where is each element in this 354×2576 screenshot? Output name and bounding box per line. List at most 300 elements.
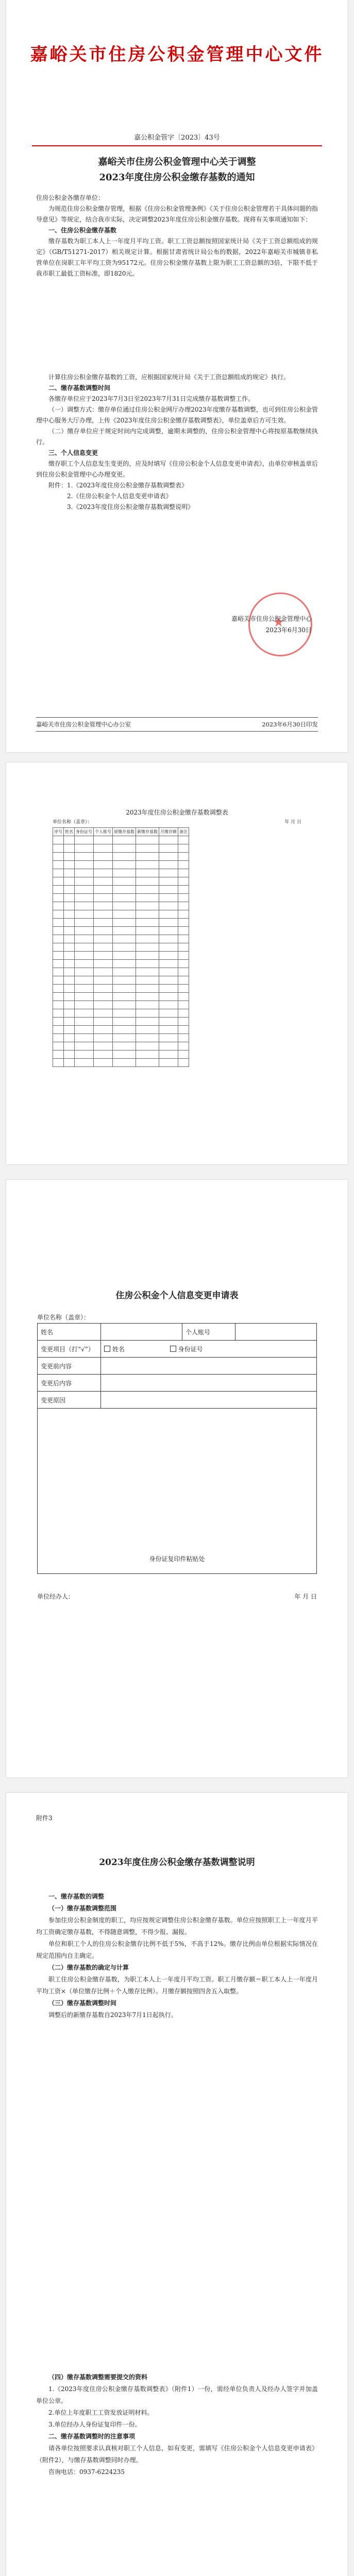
sheet-cell[interactable]: [75, 919, 94, 927]
sheet-cell[interactable]: [136, 844, 159, 853]
sheet-cell[interactable]: [53, 927, 64, 935]
sheet-row: [53, 927, 189, 935]
sheet-cell[interactable]: [136, 1009, 159, 1018]
sheet-header-cell: 月缴存额: [159, 828, 178, 836]
sheet-cell[interactable]: [159, 836, 178, 844]
form-field-reason[interactable]: [101, 1392, 317, 1409]
sheet-cell[interactable]: [53, 869, 64, 877]
sheet-cell[interactable]: [113, 869, 136, 877]
sheet-cell[interactable]: [178, 836, 189, 844]
sheet-cell[interactable]: [94, 919, 113, 927]
sheet-cell[interactable]: [178, 886, 189, 894]
document-header: 嘉峪关市住房公积金管理中心文件: [30, 44, 324, 65]
sheet-cell[interactable]: [113, 952, 136, 960]
sheet-cell[interactable]: [64, 910, 75, 919]
sheet-row: [53, 877, 189, 886]
paragraph: 参加住房公积金制度的职工，均应按规定调整住房公积金缴存基数。单位应按照职工上一年度月平均工资确定缴存基数，不得随意调整，不得少报、漏报。: [36, 1917, 318, 1936]
sheet-cell[interactable]: [159, 853, 178, 861]
sheet-row: [53, 902, 189, 910]
sheet-cell[interactable]: [178, 1042, 189, 1050]
sheet-cell[interactable]: [94, 861, 113, 869]
sheet-cell[interactable]: [64, 1026, 75, 1034]
form-handler-label: 单位经办人：: [37, 1593, 75, 1600]
sheet-cell[interactable]: [113, 886, 136, 894]
sheet-cell[interactable]: [136, 1034, 159, 1042]
sheet-cell[interactable]: [178, 877, 189, 886]
attachment-list-item: 3.《2023年度住房公积金缴存基数调整说明》: [67, 503, 194, 511]
sheet-cell[interactable]: [178, 902, 189, 910]
sheet-cell[interactable]: [159, 877, 178, 886]
section-heading: 三、个人信息变更: [48, 449, 98, 456]
sheet-cell[interactable]: [159, 952, 178, 960]
sheet-row: [53, 993, 189, 1001]
sheet-cell[interactable]: [94, 1009, 113, 1018]
sheet-cell[interactable]: [64, 976, 75, 985]
sheet-cell[interactable]: [113, 853, 136, 861]
sheet-cell[interactable]: [53, 1050, 64, 1059]
sheet-cell[interactable]: [159, 910, 178, 919]
sheet-cell[interactable]: [136, 886, 159, 894]
attachment-list-item: 2.《住房公积金个人信息变更申请表》: [67, 493, 172, 500]
form-page: [6, 1180, 348, 1777]
sheet-cell[interactable]: [159, 1018, 178, 1026]
sheet-cell[interactable]: [159, 1034, 178, 1042]
sheet-cell[interactable]: [94, 886, 113, 894]
sheet-cell[interactable]: [136, 919, 159, 927]
sheet-cell[interactable]: [159, 1001, 178, 1009]
notice-title: [37, 155, 317, 185]
sheet-cell[interactable]: [53, 1018, 64, 1026]
sheet-cell[interactable]: [113, 902, 136, 910]
sheet-cell[interactable]: [75, 952, 94, 960]
notice-title-line-1: 嘉峪关市住房公积金管理中心关于调整: [98, 157, 256, 167]
sheet-cell[interactable]: [64, 960, 75, 968]
sheet-cell[interactable]: [94, 1026, 113, 1034]
sheet-title: 2023年度住房公积金缴存基数调整表: [126, 809, 228, 816]
sheet-cell[interactable]: [159, 1026, 178, 1034]
sheet-cell[interactable]: [136, 902, 159, 910]
sheet-cell[interactable]: [53, 1042, 64, 1050]
paragraph: 2.单位上年度职工工资发放证明材料。: [48, 2409, 154, 2416]
sheet-cell[interactable]: [136, 1042, 159, 1050]
sheet-cell[interactable]: [75, 1059, 94, 1067]
sheet-row: [53, 861, 189, 869]
sheet-cell[interactable]: [64, 935, 75, 943]
sheet-cell[interactable]: [53, 919, 64, 927]
sheet-cell[interactable]: [75, 902, 94, 910]
sheet-cell[interactable]: [136, 894, 159, 902]
sheet-cell[interactable]: [178, 869, 189, 877]
sheet-cell[interactable]: [64, 1001, 75, 1009]
sheet-cell[interactable]: [64, 952, 75, 960]
sheet-cell[interactable]: [136, 960, 159, 968]
sheet-cell[interactable]: [94, 960, 113, 968]
form-date-label: 年 月 日: [294, 1593, 317, 1600]
sheet-cell[interactable]: [75, 1001, 94, 1009]
sheet-cell[interactable]: [94, 1018, 113, 1026]
sub-heading: （一）缴存基数调整范围: [48, 1905, 117, 1912]
sheet-cell[interactable]: [159, 993, 178, 1001]
sheet-cell[interactable]: [159, 927, 178, 935]
sheet-cell[interactable]: [94, 985, 113, 993]
sheet-cell[interactable]: [178, 960, 189, 968]
sheet-cell[interactable]: [75, 1018, 94, 1026]
sheet-cell[interactable]: [64, 968, 75, 976]
sheet-cell[interactable]: [113, 1034, 136, 1042]
sheet-cell[interactable]: [75, 869, 94, 877]
form-footer: [37, 1592, 317, 1601]
sheet-cell[interactable]: [136, 985, 159, 993]
sheet-cell[interactable]: [136, 1018, 159, 1026]
sheet-cell[interactable]: [53, 952, 64, 960]
sheet-cell[interactable]: [159, 886, 178, 894]
form-unit-label: 单位名称（盖章）：: [37, 1314, 90, 1321]
sheet-cell[interactable]: [94, 1001, 113, 1009]
sheet-cell[interactable]: [159, 1009, 178, 1018]
sheet-cell[interactable]: [178, 1034, 189, 1042]
sheet-header-cell: 序号: [53, 828, 64, 836]
sheet-cell[interactable]: [159, 919, 178, 927]
sheet-cell[interactable]: [113, 960, 136, 968]
sheet-cell[interactable]: [53, 1026, 64, 1034]
sheet-cell[interactable]: [178, 861, 189, 869]
sheet-cell[interactable]: [94, 993, 113, 1001]
sheet-row: [53, 960, 189, 968]
sheet-cell[interactable]: [178, 968, 189, 976]
sheet-cell[interactable]: [136, 853, 159, 861]
sheet-cell[interactable]: [94, 1050, 113, 1059]
attachment-title: 2023年度住房公积金缴存基数调整说明: [99, 1857, 255, 1868]
sheet-cell[interactable]: [178, 952, 189, 960]
sheet-cell[interactable]: [136, 836, 159, 844]
sheet-cell[interactable]: [113, 1009, 136, 1018]
sheet-cell[interactable]: [53, 960, 64, 968]
sheet-cell[interactable]: [94, 1034, 113, 1042]
sheet-cell[interactable]: [94, 927, 113, 935]
sheet-cell[interactable]: [159, 1059, 178, 1067]
sheet-cell[interactable]: [159, 902, 178, 910]
sheet-cell[interactable]: [136, 976, 159, 985]
footer-org: 嘉峪关市住房公积金管理中心办公室: [36, 721, 131, 728]
sheet-cell[interactable]: [75, 1034, 94, 1042]
sheet-cell[interactable]: [113, 943, 136, 952]
sheet-cell[interactable]: [94, 910, 113, 919]
sheet-cell[interactable]: [159, 935, 178, 943]
sheet-cell[interactable]: [64, 861, 75, 869]
sheet-cell[interactable]: [75, 844, 94, 853]
sheet-cell[interactable]: [94, 1059, 113, 1067]
sheet-cell[interactable]: [136, 943, 159, 952]
sheet-cell[interactable]: [94, 844, 113, 853]
sheet-cell[interactable]: [53, 1059, 64, 1067]
sheet-cell[interactable]: [64, 1050, 75, 1059]
sheet-cell[interactable]: [64, 927, 75, 935]
sheet-cell[interactable]: [75, 910, 94, 919]
sheet-cell[interactable]: [113, 910, 136, 919]
sheet-cell[interactable]: [178, 927, 189, 935]
sheet-cell[interactable]: [136, 927, 159, 935]
sheet-cell[interactable]: [136, 1059, 159, 1067]
sheet-date-label: 年 月 日: [284, 820, 301, 825]
form-field-item: [101, 1341, 317, 1358]
sheet-cell[interactable]: [53, 976, 64, 985]
sheet-cell[interactable]: [53, 902, 64, 910]
sheet-cell[interactable]: [178, 935, 189, 943]
sheet-cell[interactable]: [159, 1042, 178, 1050]
sheet-cell[interactable]: [75, 968, 94, 976]
sheet-cell[interactable]: [113, 1018, 136, 1026]
sheet-cell[interactable]: [94, 976, 113, 985]
sheet-cell[interactable]: [113, 1042, 136, 1050]
sheet-cell[interactable]: [64, 853, 75, 861]
sheet-cell[interactable]: [113, 1026, 136, 1034]
sheet-cell[interactable]: [53, 910, 64, 919]
sheet-row: [53, 952, 189, 960]
checkbox-id[interactable]: [170, 1346, 176, 1352]
sheet-cell[interactable]: [159, 894, 178, 902]
sheet-cell[interactable]: [53, 943, 64, 952]
sheet-cell[interactable]: [64, 985, 75, 993]
sheet-cell[interactable]: [94, 952, 113, 960]
form-field-account[interactable]: [235, 1324, 317, 1341]
attachment-label: 附件3: [36, 1815, 53, 1822]
sub-heading: （二）缴存基数的确定与计算: [48, 1964, 129, 1971]
sheet-cell[interactable]: [75, 877, 94, 886]
form-label-item: 变更项目（打“√”）: [38, 1341, 101, 1358]
sheet-cell[interactable]: [178, 1009, 189, 1018]
sheet-cell[interactable]: [159, 844, 178, 853]
sheet-cell[interactable]: [178, 1001, 189, 1009]
sheet-cell[interactable]: [53, 877, 64, 886]
sheet-cell[interactable]: [64, 1018, 75, 1026]
sheet-cell[interactable]: [53, 844, 64, 853]
sheet-cell[interactable]: [64, 844, 75, 853]
sheet-cell[interactable]: [178, 844, 189, 853]
sheet-cell[interactable]: [64, 894, 75, 902]
sheet-cell[interactable]: [75, 927, 94, 935]
form-label-account: 个人账号: [182, 1324, 235, 1341]
paragraph: 1.《2023年度住房公积金缴存基数调整表》（附件1）一份，需经单位负责人及经办人签字并加盖单位公章。: [36, 2385, 318, 2404]
sheet-cell[interactable]: [159, 943, 178, 952]
section-heading: 一、缴存基数的调整: [48, 1893, 105, 1900]
sheet-cell[interactable]: [178, 1050, 189, 1059]
sheet-cell[interactable]: [113, 836, 136, 844]
sheet-cell[interactable]: [113, 976, 136, 985]
sheet-cell[interactable]: [136, 968, 159, 976]
sheet-cell[interactable]: [94, 968, 113, 976]
sheet-cell[interactable]: [178, 919, 189, 927]
form-field-after[interactable]: [101, 1375, 317, 1392]
sheet-cell[interactable]: [113, 993, 136, 1001]
sheet-cell[interactable]: [94, 853, 113, 861]
sheet-cell[interactable]: [178, 1026, 189, 1034]
footer-date: 2023年6月30日印发: [262, 721, 318, 728]
sheet-cell[interactable]: [178, 993, 189, 1001]
sheet-cell[interactable]: [94, 836, 113, 844]
sheet-cell[interactable]: [136, 877, 159, 886]
sheet-cell[interactable]: [64, 877, 75, 886]
sheet-cell[interactable]: [94, 877, 113, 886]
sheet-cell[interactable]: [113, 861, 136, 869]
id-copy-area: [38, 1409, 317, 1574]
sheet-cell[interactable]: [136, 952, 159, 960]
sheet-page: [6, 762, 348, 1164]
sheet-cell[interactable]: [94, 869, 113, 877]
sheet-cell[interactable]: [53, 853, 64, 861]
sheet-cell[interactable]: [75, 1050, 94, 1059]
sheet-cell[interactable]: [178, 985, 189, 993]
sheet-cell[interactable]: [64, 1059, 75, 1067]
paragraph: 职工住房公积金缴存基数，为职工本人上一年度月平均工资。职工月缴存额＝职工本人上一年度月平均工资×（单位缴存比例＋个人缴存比例）。月缴存额按照四舍五入取整。: [36, 1976, 318, 1995]
sheet-cell[interactable]: [159, 861, 178, 869]
sheet-cell[interactable]: [75, 861, 94, 869]
sheet-cell[interactable]: [53, 886, 64, 894]
sheet-cell[interactable]: [75, 993, 94, 1001]
sheet-cell[interactable]: [159, 968, 178, 976]
sheet-cell[interactable]: [53, 1034, 64, 1042]
sheet-cell[interactable]: [94, 1042, 113, 1050]
sheet-cell[interactable]: [64, 919, 75, 927]
form-label-reason: 变更原因: [38, 1392, 101, 1409]
sheet-cell[interactable]: [113, 985, 136, 993]
change-request-form: [37, 1323, 317, 1574]
sheet-cell[interactable]: [159, 976, 178, 985]
paragraph: 3.单位经办人身份证复印件一份。: [48, 2421, 141, 2428]
sheet-cell[interactable]: [75, 894, 94, 902]
sheet-cell[interactable]: [159, 869, 178, 877]
sheet-row: [53, 844, 189, 853]
sheet-row: [53, 919, 189, 927]
notice-title-line-2: 2023年度住房公积金缴存基数的通知: [99, 172, 255, 183]
sheet-cell[interactable]: [53, 935, 64, 943]
sheet-cell[interactable]: [159, 960, 178, 968]
notice-page: [6, 0, 348, 752]
sheet-cell[interactable]: [178, 1018, 189, 1026]
sheet-cell[interactable]: [178, 853, 189, 861]
sheet-cell[interactable]: [75, 886, 94, 894]
sheet-cell[interactable]: [113, 1050, 136, 1059]
sheet-cell[interactable]: [64, 836, 75, 844]
paragraph: 为规范住房公积金缴存管理，根据《住房公积金管理条例》《关于住房公积金管理若干具体问题的指导意见》等规定，结合我市实际，决定调整2023年度住房公积金缴存基数。现将有关事项通知如下：: [36, 205, 318, 223]
form-title: 住房公积金个人信息变更申请表: [115, 1291, 239, 1301]
sheet-cell[interactable]: [64, 886, 75, 894]
checkbox-name[interactable]: [104, 1346, 110, 1352]
sheet-unit-label: 单位名称（盖章）：: [53, 820, 92, 825]
sheet-cell[interactable]: [136, 869, 159, 877]
sheet-cell[interactable]: [64, 1034, 75, 1042]
sheet-cell[interactable]: [53, 993, 64, 1001]
sheet-cell[interactable]: [113, 968, 136, 976]
sheet-cell[interactable]: [113, 919, 136, 927]
sub-heading: （四）缴存基数调整需要提交的资料: [48, 2374, 148, 2381]
sheet-cell[interactable]: [113, 935, 136, 943]
form-field-name[interactable]: [101, 1324, 182, 1341]
sheet-header-cell: 身份证号: [75, 828, 94, 836]
sheet-cell[interactable]: [159, 1050, 178, 1059]
form-label-name: 姓名: [38, 1324, 101, 1341]
sheet-row: [53, 894, 189, 902]
sheet-cell[interactable]: [75, 1009, 94, 1018]
sheet-row: [53, 1034, 189, 1042]
form-meta: [37, 1313, 317, 1321]
sheet-cell[interactable]: [113, 877, 136, 886]
sheet-cell[interactable]: [75, 985, 94, 993]
sheet-cell[interactable]: [94, 943, 113, 952]
sheet-cell[interactable]: [136, 1050, 159, 1059]
sheet-cell[interactable]: [64, 869, 75, 877]
sheet-cell[interactable]: [53, 1001, 64, 1009]
sheet-cell[interactable]: [136, 935, 159, 943]
sheet-cell[interactable]: [64, 902, 75, 910]
signature-block: [231, 613, 312, 636]
sheet-cell[interactable]: [113, 1059, 136, 1067]
paragraph: 单位和职工个人的住房公积金缴存比例不低于5%，不高于12%。缴存比例由单位根据实际情况在规定范围内自主确定。: [36, 1940, 318, 1959]
sheet-cell[interactable]: [64, 1009, 75, 1018]
sheet-cell[interactable]: [53, 985, 64, 993]
sheet-cell[interactable]: [113, 844, 136, 853]
sheet-cell[interactable]: [75, 1042, 94, 1050]
sheet-cell[interactable]: [75, 943, 94, 952]
paragraph: 计算住房公积金缴存基数的工资，应根据国家统计局《关于工资总额组成的规定》执行。: [48, 374, 290, 381]
attachment-list-item: 附件：1.《2023年度住房公积金缴存基数调整表》: [48, 482, 188, 489]
sheet-cell[interactable]: [53, 894, 64, 902]
sheet-cell[interactable]: [75, 1026, 94, 1034]
sheet-cell[interactable]: [94, 935, 113, 943]
sheet-cell[interactable]: [136, 1026, 159, 1034]
paragraph: （一）调整方式：缴存单位通过住房公积金网厅办理2023年度缴存基数调整，也可到住房公积金管理中心服务大厅办理，上传《2023年度住房公积金缴存基数调整表》，单位盖章后方可生效。: [36, 406, 318, 424]
paragraph: 咨询电话：0937-6224235: [48, 2468, 125, 2476]
sheet-cell[interactable]: [64, 993, 75, 1001]
sheet-cell[interactable]: [64, 943, 75, 952]
sheet-cell[interactable]: [75, 976, 94, 985]
sheet-cell[interactable]: [178, 1059, 189, 1067]
checkbox-id-label: 身份证号: [178, 1345, 203, 1353]
sheet-cell[interactable]: [53, 1009, 64, 1018]
sheet-cell[interactable]: [75, 935, 94, 943]
sheet-subheader: [53, 818, 301, 825]
sheet-cell[interactable]: [94, 894, 113, 902]
form-field-before[interactable]: [101, 1358, 317, 1375]
sheet-cell[interactable]: [75, 960, 94, 968]
sheet-cell[interactable]: [75, 836, 94, 844]
sheet-row: [53, 943, 189, 952]
sheet-cell[interactable]: [64, 1042, 75, 1050]
sheet-cell[interactable]: [178, 894, 189, 902]
sheet-header-cell: 个人账号: [94, 828, 113, 836]
sheet-cell[interactable]: [178, 910, 189, 919]
sheet-cell[interactable]: [159, 985, 178, 993]
sheet-cell[interactable]: [113, 1001, 136, 1009]
sheet-cell[interactable]: [136, 993, 159, 1001]
attachment-body: [36, 1891, 318, 2478]
notice-body: [36, 193, 318, 513]
sheet-cell[interactable]: [53, 861, 64, 869]
sheet-row: [53, 1050, 189, 1059]
sheet-cell[interactable]: [136, 1001, 159, 1009]
sheet-cell[interactable]: [178, 943, 189, 952]
sheet-cell[interactable]: [136, 861, 159, 869]
sheet-cell[interactable]: [53, 836, 64, 844]
salutation: 住房公积金各缴存单位：: [36, 194, 105, 201]
sheet-cell[interactable]: [136, 910, 159, 919]
sheet-cell[interactable]: [113, 927, 136, 935]
sheet-cell[interactable]: [53, 968, 64, 976]
sheet-cell[interactable]: [94, 902, 113, 910]
sheet-cell[interactable]: [75, 853, 94, 861]
sheet-row: [53, 836, 189, 844]
sheet-cell[interactable]: [178, 976, 189, 985]
sheet-cell[interactable]: [113, 894, 136, 902]
